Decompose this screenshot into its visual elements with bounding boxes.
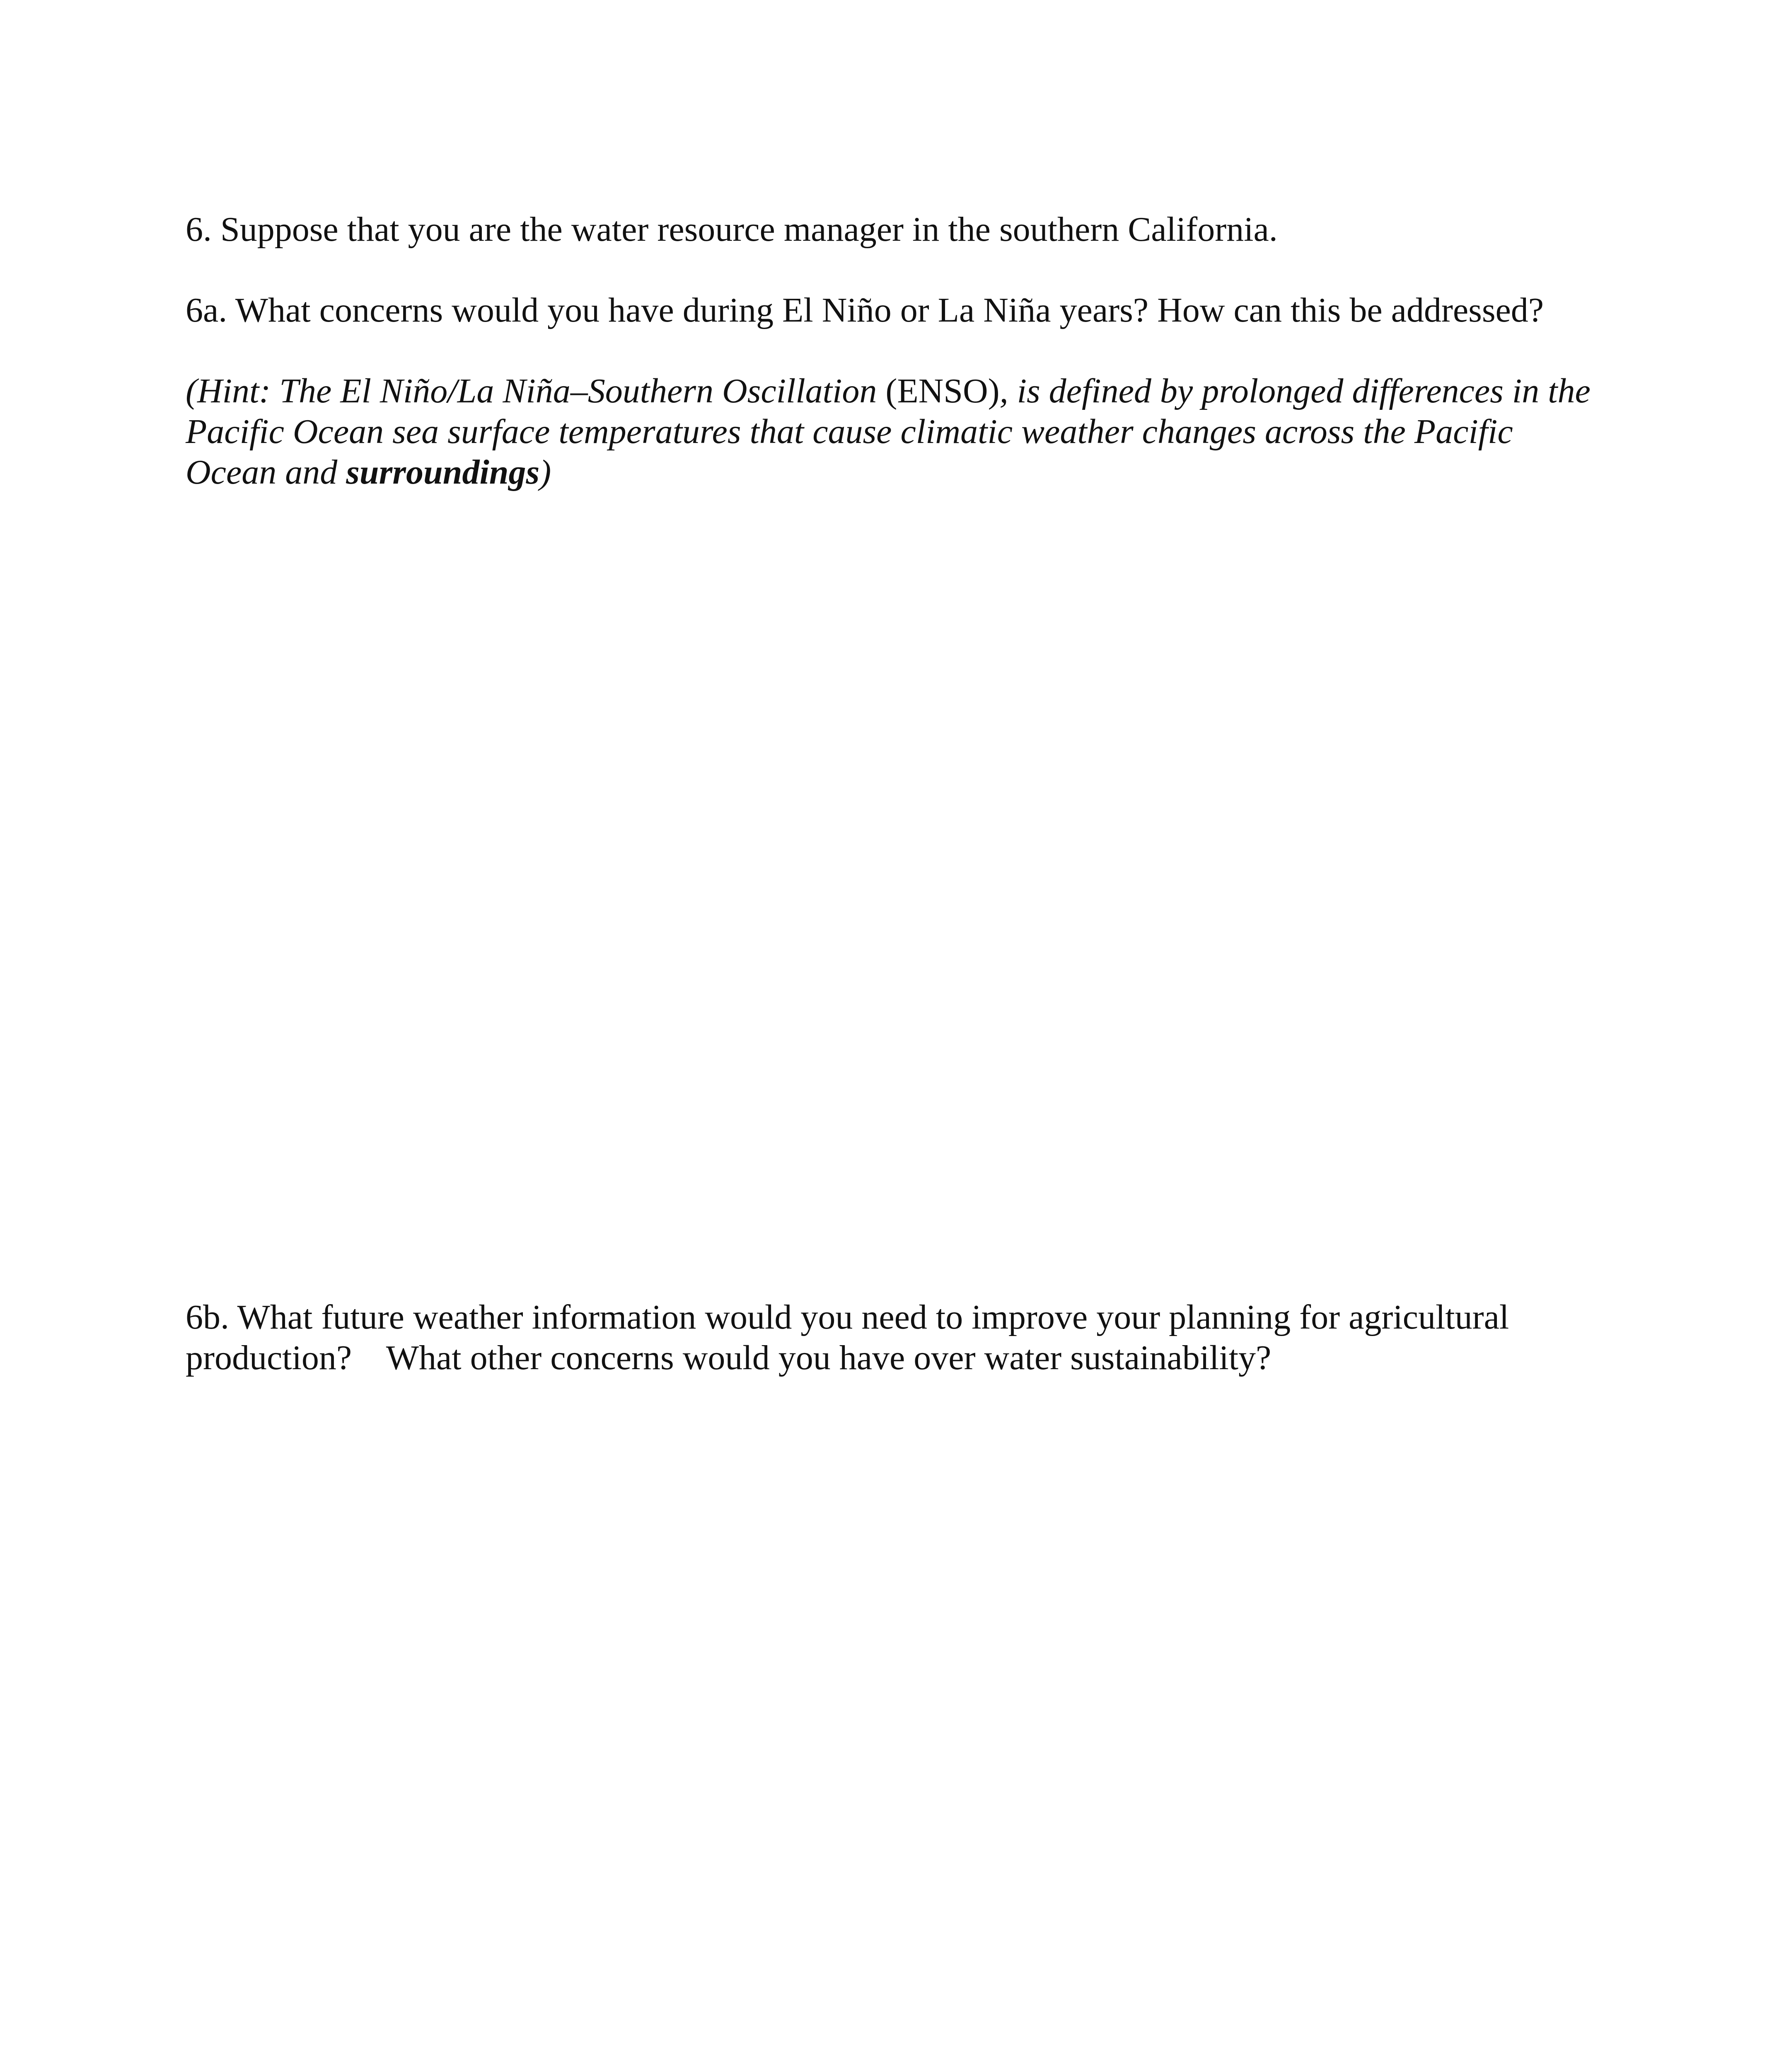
hint-line-3 (186, 452, 1611, 493)
question-6b-spacing (352, 1339, 386, 1377)
hint-line-3-part-1: Ocean and (186, 453, 346, 491)
question-6b-line-1: 6b. What future weather information would you need to improve your planning for agricultural (186, 1298, 1509, 1336)
question-6b-line-2-part-1: production? (186, 1339, 352, 1377)
question-6-text: 6. Suppose that you are the water resource manager in the southern California. (186, 210, 1278, 249)
hint-line-1-part-1: (Hint: The El Niño/La Niña–Southern Oscillation (186, 372, 886, 410)
hint-line-3-part-2: ) (539, 453, 551, 491)
question-6b-line-2-part-2: What other concerns would you have over water sustainability? (386, 1339, 1272, 1377)
question-6 (186, 209, 1611, 250)
hint-enso-term: (ENSO) (885, 372, 1000, 410)
question-6b-line-2 (186, 1338, 1611, 1378)
hint-line-1 (186, 371, 1611, 411)
question-6a (186, 290, 1611, 331)
hint-line-1-part-3: , is defined by prolonged differences in the (999, 372, 1591, 410)
hint-surroundings-bold: surroundings (346, 453, 540, 491)
question-6b (186, 1297, 1611, 1378)
hint-line-2: Pacific Ocean sea surface temperatures that cause climatic weather changes across the Pacific (186, 412, 1513, 451)
hint-block (186, 371, 1611, 493)
question-6a-text: 6a. What concerns would you have during El Niño or La Niña years? How can this be addressed? (186, 291, 1544, 329)
